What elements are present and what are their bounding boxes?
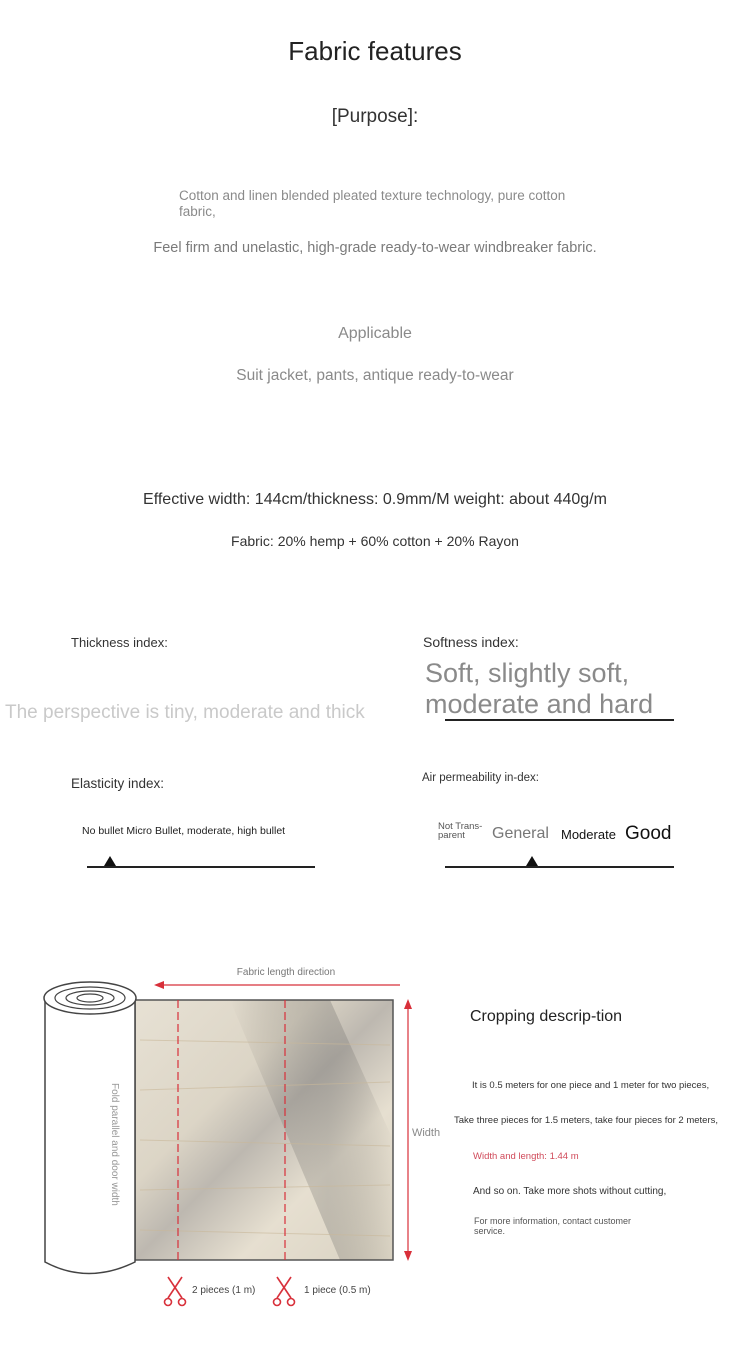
description-line-2: Feel firm and unelastic, high-grade ready-to-wear windbreaker fabric. xyxy=(153,240,597,256)
air-permeability-index-label: Air permeability in-dex: xyxy=(422,772,539,784)
width-label: Width xyxy=(411,1127,441,1139)
length-direction-label: Fabric length direction xyxy=(236,967,336,978)
fold-note: Fold parallel and door width xyxy=(109,1083,120,1206)
scissors-icon xyxy=(165,1277,186,1306)
spec-composition: Fabric: 20% hemp + 60% cotton + 20% Rayon xyxy=(231,533,519,549)
softness-index-scale: Soft, slightly soft, moderate and hard xyxy=(425,658,654,719)
scissors-icon xyxy=(274,1277,295,1306)
air-scale-moderate: Moderate xyxy=(561,827,616,842)
page-title: Fabric features xyxy=(288,36,462,66)
elasticity-index-scale: No bullet Micro Bullet, moderate, high bullet xyxy=(82,825,286,837)
thickness-index-label: Thickness index: xyxy=(71,635,168,650)
cropping-line-4: And so on. Take more shots without cutting, xyxy=(473,1186,667,1197)
air-scale-general: General xyxy=(492,825,549,842)
softness-index-label: Softness index: xyxy=(423,634,519,650)
air-scale-good: Good xyxy=(625,823,672,844)
applicable-value: Suit jacket, pants, antique ready-to-wear xyxy=(236,367,514,384)
spec-dimensions: Effective width: 144cm/thickness: 0.9mm/M weight: about 440g/m xyxy=(143,491,607,508)
description-line-1: Cotton and linen blended pleated texture technology, pure cotton fabric, xyxy=(179,188,566,219)
cropping-line-1: It is 0.5 meters for one piece and 1 meter for two pieces, xyxy=(472,1080,710,1091)
cropping-title: Cropping descrip-tion xyxy=(470,1008,623,1025)
elasticity-level-marker xyxy=(104,856,116,866)
cut-label-1-piece: 1 piece (0.5 m) xyxy=(304,1285,371,1296)
elasticity-index-label: Elasticity index: xyxy=(71,776,165,791)
cropping-line-2: Take three pieces for 1.5 meters, take four pieces for 2 meters, xyxy=(454,1115,719,1126)
cropping-line-3: Width and length: 1.44 m xyxy=(473,1151,579,1162)
cut-label-2-pieces: 2 pieces (1 m) xyxy=(192,1285,256,1296)
air-permeability-scale-line xyxy=(445,866,674,868)
fabric-roll-body xyxy=(45,998,135,1274)
fabric-cropping-diagram xyxy=(0,950,460,1320)
elasticity-scale-line xyxy=(87,866,315,868)
cropping-contact-note: For more information, contact customer service. xyxy=(474,1216,632,1236)
air-scale-not-transparent: Not Trans-parent xyxy=(438,821,483,841)
purpose-heading: [Purpose]: xyxy=(331,106,419,127)
softness-scale-line xyxy=(445,719,674,721)
thickness-index-scale: The perspective is tiny, moderate and thick xyxy=(5,702,365,723)
applicable-heading: Applicable xyxy=(338,325,412,342)
air-permeability-level-marker xyxy=(526,856,538,866)
